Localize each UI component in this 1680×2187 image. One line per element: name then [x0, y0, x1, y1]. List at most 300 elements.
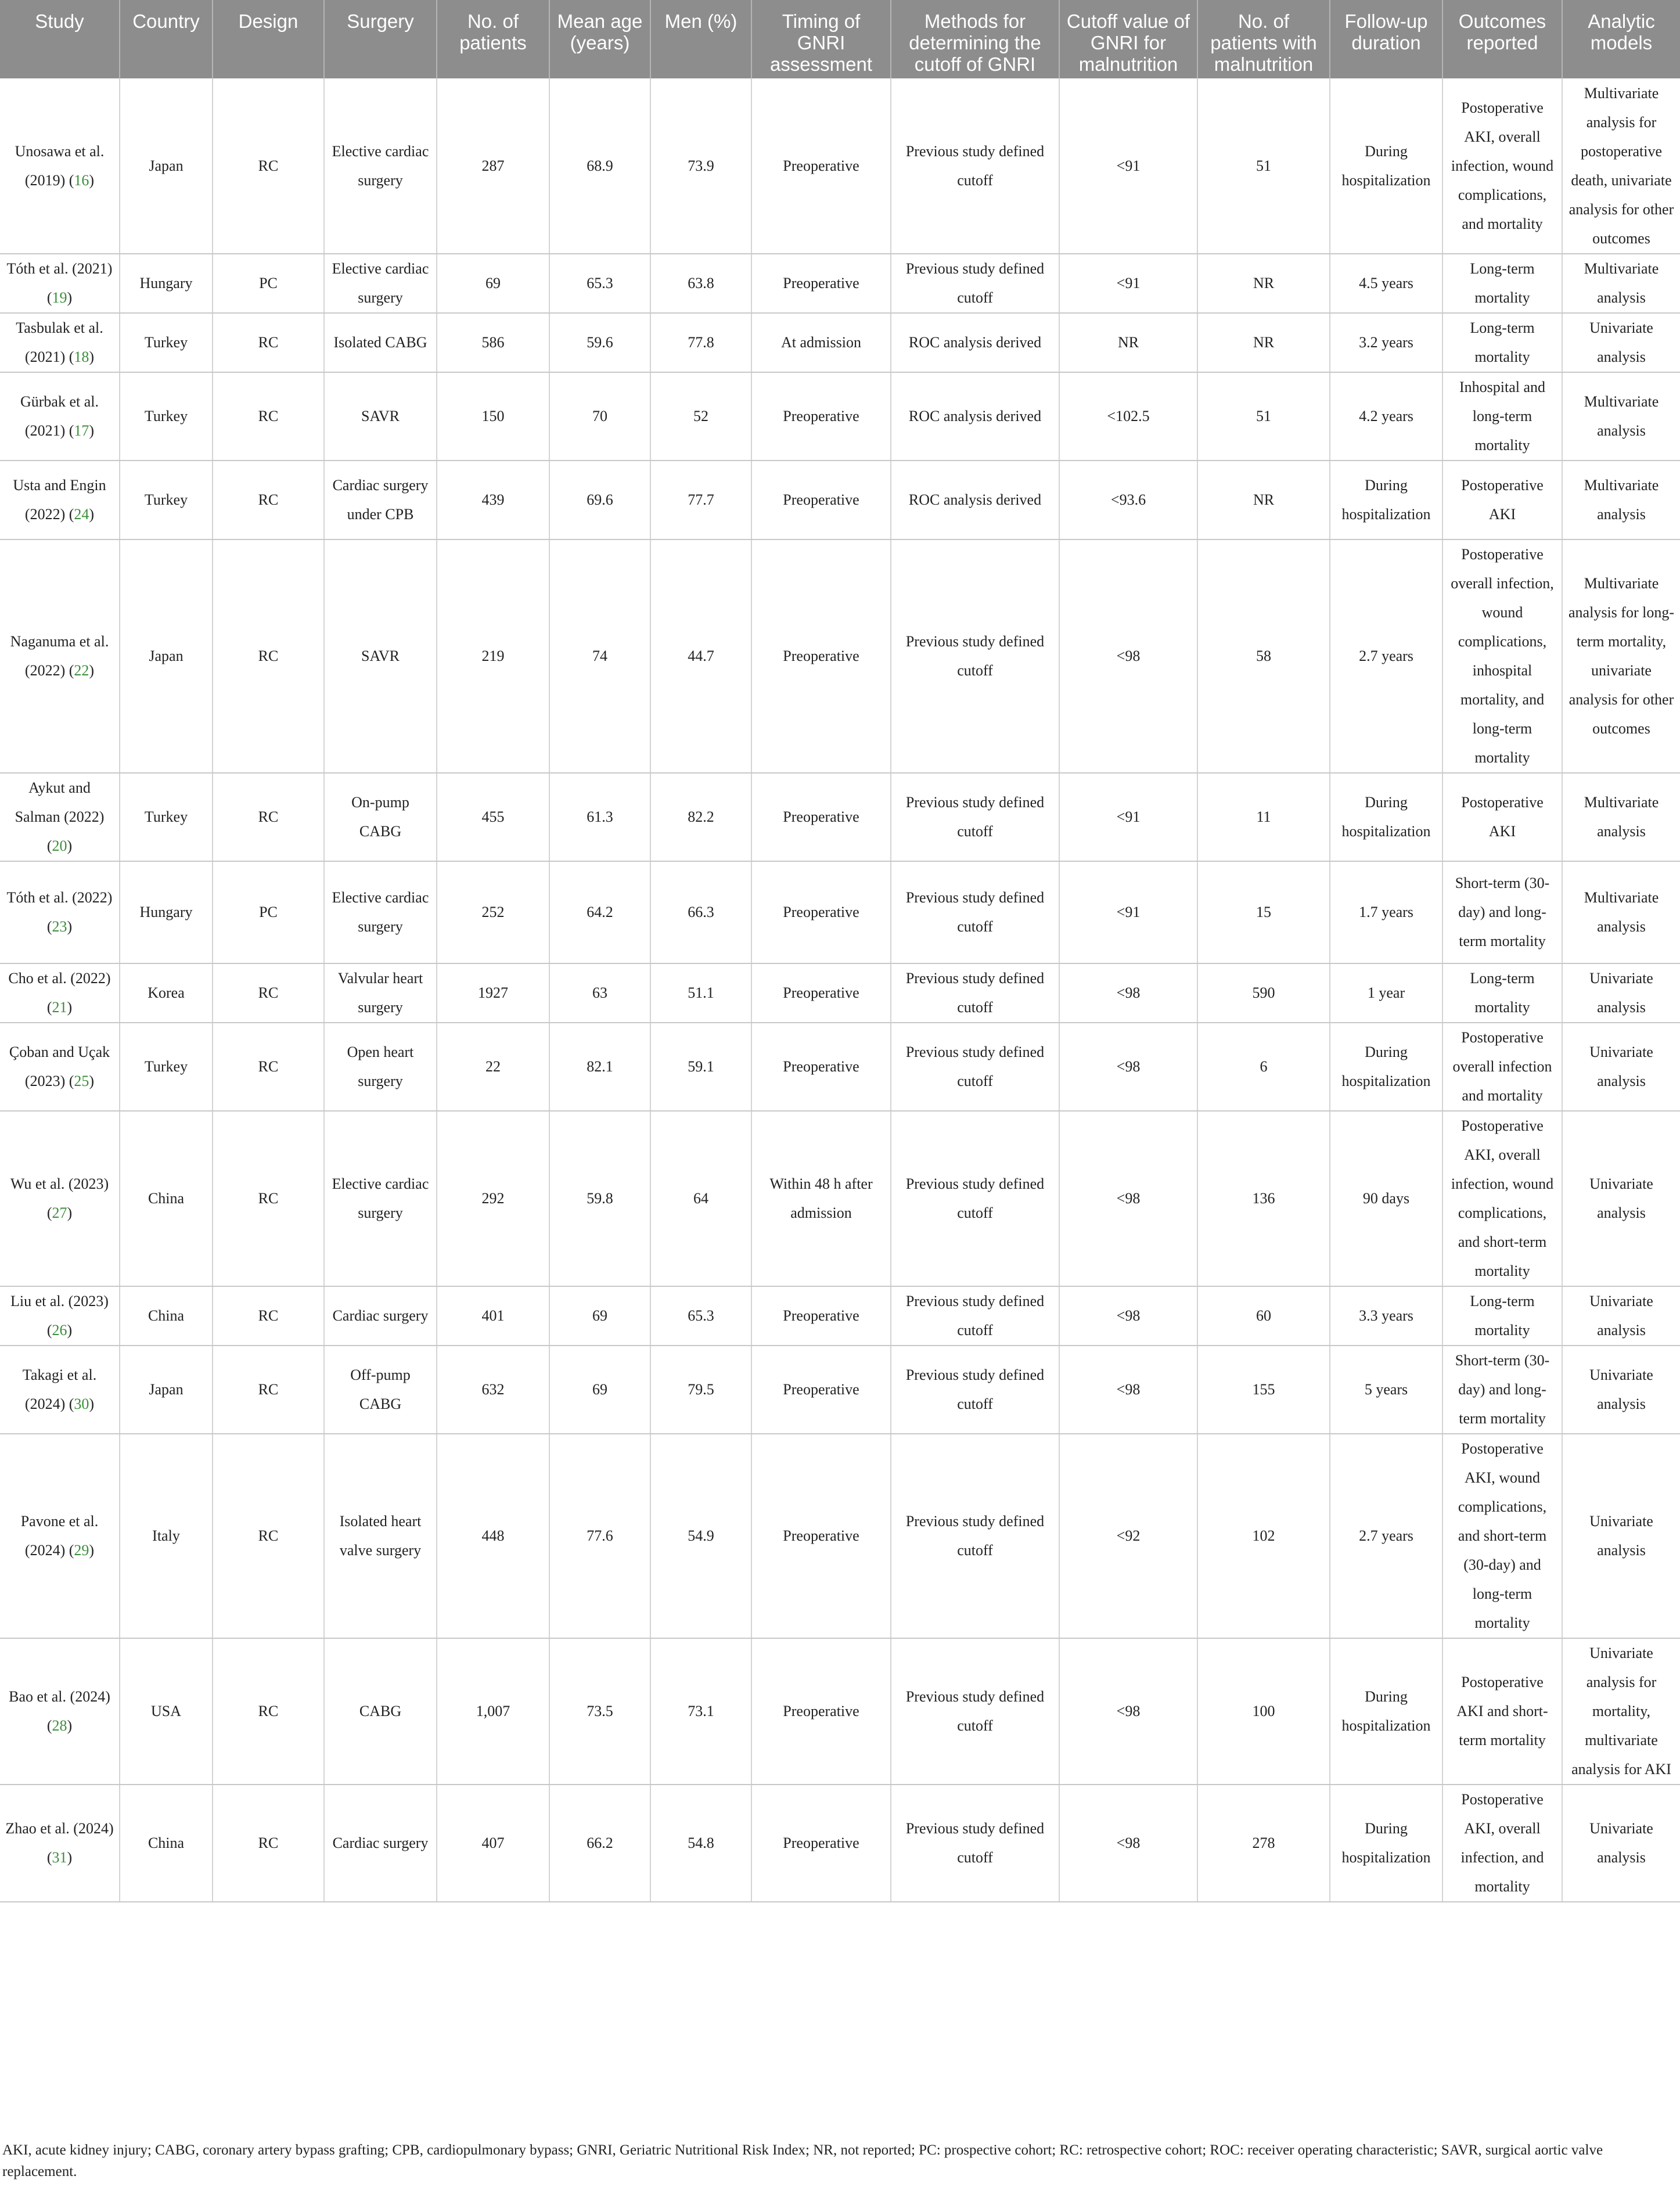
reference-link[interactable]: 27 — [52, 1204, 67, 1221]
men-cell: 51.1 — [650, 963, 751, 1023]
followup-cell: 90 days — [1330, 1111, 1442, 1286]
study-cell — [0, 372, 120, 461]
age-cell: 59.6 — [549, 313, 650, 372]
models-cell: Univariate analysis — [1562, 313, 1680, 372]
table-row — [0, 773, 1680, 861]
study-name: Tasbulak et al. (2021) ( — [16, 319, 103, 365]
header-cell: Mean age (years) — [549, 0, 650, 78]
method-cell: Previous study defined cutoff — [891, 773, 1059, 861]
models-cell: Multivariate analysis — [1562, 461, 1680, 539]
cutoff-cell: <91 — [1059, 254, 1197, 313]
table-row — [0, 254, 1680, 313]
country-cell: Turkey — [120, 372, 213, 461]
study-name-end: ) — [67, 1717, 73, 1734]
country-cell: Japan — [120, 539, 213, 773]
followup-cell: 3.3 years — [1330, 1286, 1442, 1346]
age-cell: 59.8 — [549, 1111, 650, 1286]
outcomes-cell: Long-term mortality — [1442, 963, 1562, 1023]
age-cell: 70 — [549, 372, 650, 461]
header-cell: Country — [120, 0, 213, 78]
study-cell — [0, 1785, 120, 1902]
timing-cell: Preoperative — [751, 1434, 891, 1638]
outcomes-cell: Short-term (30-day) and long-term mortality — [1442, 861, 1562, 963]
followup-cell: During hospitalization — [1330, 461, 1442, 539]
outcomes-cell: Short-term (30-day) and long-term mortality — [1442, 1346, 1562, 1434]
age-cell: 66.2 — [549, 1785, 650, 1902]
design-cell: RC — [213, 1638, 324, 1785]
timing-cell: Preoperative — [751, 861, 891, 963]
surgery-cell: Cardiac surgery — [324, 1785, 437, 1902]
timing-cell: Preoperative — [751, 1346, 891, 1434]
malnutrition-cell: 51 — [1197, 372, 1330, 461]
study-name-end: ) — [89, 1395, 95, 1412]
design-cell: RC — [213, 1346, 324, 1434]
table-row — [0, 1346, 1680, 1434]
outcomes-cell: Long-term mortality — [1442, 254, 1562, 313]
men-cell: 82.2 — [650, 773, 751, 861]
study-name: Unosawa et al. (2019) ( — [15, 142, 105, 189]
age-cell: 63 — [549, 963, 650, 1023]
study-cell — [0, 1111, 120, 1286]
age-cell: 61.3 — [549, 773, 650, 861]
reference-link[interactable]: 26 — [52, 1322, 67, 1339]
study-cell — [0, 313, 120, 372]
malnutrition-cell: 51 — [1197, 78, 1330, 254]
header-cell: Outcomes reported — [1442, 0, 1562, 78]
malnutrition-cell: 102 — [1197, 1434, 1330, 1638]
country-cell: China — [120, 1111, 213, 1286]
age-cell: 73.5 — [549, 1638, 650, 1785]
method-cell: Previous study defined cutoff — [891, 861, 1059, 963]
reference-link[interactable]: 16 — [74, 171, 89, 189]
study-name: Tóth et al. (2021) ( — [6, 260, 113, 306]
followup-cell: During hospitalization — [1330, 78, 1442, 254]
study-cell — [0, 539, 120, 773]
study-name: Wu et al. (2023) ( — [10, 1175, 109, 1221]
outcomes-cell: Postoperative AKI, wound complications, and short-term (30-day) and long-term mortality — [1442, 1434, 1562, 1638]
method-cell: Previous study defined cutoff — [891, 1638, 1059, 1785]
models-cell: Univariate analysis — [1562, 1023, 1680, 1111]
followup-cell: During hospitalization — [1330, 1023, 1442, 1111]
study-name-end: ) — [67, 837, 73, 854]
outcomes-cell: Postoperative AKI — [1442, 461, 1562, 539]
timing-cell: Preoperative — [751, 1286, 891, 1346]
study-cell — [0, 963, 120, 1023]
cutoff-cell: <91 — [1059, 861, 1197, 963]
age-cell: 64.2 — [549, 861, 650, 963]
header-cell: No. of patients with malnutrition — [1197, 0, 1330, 78]
header-cell: Follow-up duration — [1330, 0, 1442, 78]
patients-cell: 586 — [437, 313, 549, 372]
table-row — [0, 372, 1680, 461]
malnutrition-cell: 155 — [1197, 1346, 1330, 1434]
cutoff-cell: <102.5 — [1059, 372, 1197, 461]
patients-cell: 448 — [437, 1434, 549, 1638]
surgery-cell: Elective cardiac surgery — [324, 1111, 437, 1286]
study-name-end: ) — [89, 348, 95, 365]
patients-cell: 439 — [437, 461, 549, 539]
design-cell: PC — [213, 861, 324, 963]
models-cell: Multivariate analysis — [1562, 372, 1680, 461]
age-cell: 68.9 — [549, 78, 650, 254]
design-cell: RC — [213, 78, 324, 254]
study-name: Pavone et al. (2024) ( — [20, 1513, 99, 1559]
timing-cell: Preoperative — [751, 78, 891, 254]
country-cell: Turkey — [120, 1023, 213, 1111]
country-cell: Italy — [120, 1434, 213, 1638]
study-name: Liu et al. (2023) ( — [10, 1293, 109, 1339]
patients-cell: 455 — [437, 773, 549, 861]
study-cell — [0, 861, 120, 963]
followup-cell: During hospitalization — [1330, 1638, 1442, 1785]
surgery-cell: Valvular heart surgery — [324, 963, 437, 1023]
study-name: Cho et al. (2022) ( — [8, 970, 111, 1016]
men-cell: 44.7 — [650, 539, 751, 773]
table-row — [0, 539, 1680, 773]
surgery-cell: Elective cardiac surgery — [324, 254, 437, 313]
outcomes-cell: Postoperative overall infection and mortality — [1442, 1023, 1562, 1111]
cutoff-cell: <98 — [1059, 1346, 1197, 1434]
design-cell: RC — [213, 539, 324, 773]
followup-cell: 2.7 years — [1330, 539, 1442, 773]
patients-cell: 219 — [437, 539, 549, 773]
country-cell: China — [120, 1785, 213, 1902]
men-cell: 73.1 — [650, 1638, 751, 1785]
models-cell: Multivariate analysis for long-term mortality, univariate analysis for other outcomes — [1562, 539, 1680, 773]
malnutrition-cell: 15 — [1197, 861, 1330, 963]
timing-cell: Preoperative — [751, 1638, 891, 1785]
men-cell: 77.8 — [650, 313, 751, 372]
study-name: Usta and Engin (2022) ( — [13, 477, 106, 523]
method-cell: Previous study defined cutoff — [891, 963, 1059, 1023]
table-row — [0, 1286, 1680, 1346]
surgery-cell: SAVR — [324, 539, 437, 773]
surgery-cell: SAVR — [324, 372, 437, 461]
reference-link[interactable]: 25 — [74, 1073, 89, 1089]
study-name: Bao et al. (2024) ( — [9, 1688, 110, 1734]
men-cell: 64 — [650, 1111, 751, 1286]
method-cell: Previous study defined cutoff — [891, 539, 1059, 773]
men-cell: 73.9 — [650, 78, 751, 254]
models-cell: Multivariate analysis — [1562, 861, 1680, 963]
age-cell: 69.6 — [549, 461, 650, 539]
patients-cell: 22 — [437, 1023, 549, 1111]
timing-cell: Preoperative — [751, 1785, 891, 1902]
design-cell: RC — [213, 313, 324, 372]
reference-link[interactable]: 30 — [74, 1395, 89, 1412]
patients-cell: 1927 — [437, 963, 549, 1023]
reference-link[interactable]: 22 — [74, 662, 89, 679]
reference-link[interactable]: 17 — [74, 422, 89, 439]
table-row — [0, 963, 1680, 1023]
malnutrition-cell: 278 — [1197, 1785, 1330, 1902]
reference-link[interactable]: 28 — [52, 1717, 67, 1734]
patients-cell: 407 — [437, 1785, 549, 1902]
surgery-cell: Isolated CABG — [324, 313, 437, 372]
timing-cell: Preoperative — [751, 773, 891, 861]
method-cell: Previous study defined cutoff — [891, 1346, 1059, 1434]
age-cell: 74 — [549, 539, 650, 773]
table-row — [0, 78, 1680, 254]
design-cell: RC — [213, 1785, 324, 1902]
table-row — [0, 861, 1680, 963]
table-footnote: AKI, acute kidney injury; CABG, coronary artery bypass grafting; CPB, cardiopulmonary bypass; GNRI, Geriatric Nutritional Risk Index; NR, not reported; PC: prospective cohort; RC: retrospective cohort; ROC: receiver operating characteristic; SAVR, surgical aortic valve replacement. — [2, 2142, 1603, 2179]
men-cell: 54.9 — [650, 1434, 751, 1638]
men-cell: 52 — [650, 372, 751, 461]
study-cell — [0, 254, 120, 313]
header-cell: Surgery — [324, 0, 437, 78]
men-cell: 79.5 — [650, 1346, 751, 1434]
followup-cell: During hospitalization — [1330, 773, 1442, 861]
men-cell: 77.7 — [650, 461, 751, 539]
outcomes-cell: Postoperative AKI and short-term mortality — [1442, 1638, 1562, 1785]
models-cell: Multivariate analysis — [1562, 254, 1680, 313]
study-name-end: ) — [89, 422, 95, 439]
patients-cell: 1,007 — [437, 1638, 549, 1785]
outcomes-cell: Postoperative AKI, overall infection, and mortality — [1442, 1785, 1562, 1902]
study-cell — [0, 1434, 120, 1638]
reference-link[interactable]: 20 — [52, 837, 67, 854]
age-cell: 77.6 — [549, 1434, 650, 1638]
timing-cell: Within 48 h after admission — [751, 1111, 891, 1286]
header-cell: Men (%) — [650, 0, 751, 78]
outcomes-cell: Long-term mortality — [1442, 1286, 1562, 1346]
header-cell: Study — [0, 0, 120, 78]
reference-link[interactable]: 29 — [74, 1542, 89, 1559]
study-name-end: ) — [89, 662, 95, 679]
timing-cell: Preoperative — [751, 539, 891, 773]
reference-link[interactable]: 24 — [74, 506, 89, 523]
study-name-end: ) — [67, 289, 73, 306]
age-cell: 69 — [549, 1346, 650, 1434]
country-cell: China — [120, 1286, 213, 1346]
country-cell: Korea — [120, 963, 213, 1023]
design-cell: PC — [213, 254, 324, 313]
cutoff-cell: <98 — [1059, 1111, 1197, 1286]
table-row — [0, 1434, 1680, 1638]
outcomes-cell: Postoperative AKI, overall infection, wound complications, and short-term mortality — [1442, 1111, 1562, 1286]
table-row — [0, 1638, 1680, 1785]
header-cell: Design — [213, 0, 324, 78]
outcomes-cell: Postoperative overall infection, wound complications, inhospital mortality, and long-term mortality — [1442, 539, 1562, 773]
surgery-cell: Off-pump CABG — [324, 1346, 437, 1434]
design-cell: RC — [213, 1286, 324, 1346]
surgery-cell: Isolated heart valve surgery — [324, 1434, 437, 1638]
study-name-end: ) — [67, 1849, 73, 1866]
design-cell: RC — [213, 1111, 324, 1286]
models-cell: Multivariate analysis — [1562, 773, 1680, 861]
patients-cell: 401 — [437, 1286, 549, 1346]
cutoff-cell: <98 — [1059, 1286, 1197, 1346]
malnutrition-cell: NR — [1197, 461, 1330, 539]
study-name-end: ) — [89, 1073, 95, 1089]
study-name-end: ) — [89, 1542, 95, 1559]
design-cell: RC — [213, 1434, 324, 1638]
men-cell: 54.8 — [650, 1785, 751, 1902]
reference-link[interactable]: 31 — [52, 1849, 67, 1866]
timing-cell: Preoperative — [751, 254, 891, 313]
malnutrition-cell: 136 — [1197, 1111, 1330, 1286]
models-cell: Univariate analysis — [1562, 963, 1680, 1023]
country-cell: Turkey — [120, 461, 213, 539]
design-cell: RC — [213, 963, 324, 1023]
age-cell: 65.3 — [549, 254, 650, 313]
method-cell: Previous study defined cutoff — [891, 1023, 1059, 1111]
cutoff-cell: NR — [1059, 313, 1197, 372]
design-cell: RC — [213, 372, 324, 461]
reference-link[interactable]: 21 — [52, 999, 67, 1016]
followup-cell: 2.7 years — [1330, 1434, 1442, 1638]
malnutrition-cell: 6 — [1197, 1023, 1330, 1111]
malnutrition-cell: 100 — [1197, 1638, 1330, 1785]
malnutrition-cell: 590 — [1197, 963, 1330, 1023]
header-cell: Timing of GNRI assessment — [751, 0, 891, 78]
surgery-cell: Cardiac surgery under CPB — [324, 461, 437, 539]
malnutrition-cell: 60 — [1197, 1286, 1330, 1346]
men-cell: 65.3 — [650, 1286, 751, 1346]
study-cell — [0, 773, 120, 861]
header-cell: Analytic models — [1562, 0, 1680, 78]
study-name: Gürbak et al. (2021) ( — [20, 393, 99, 439]
study-name: Çoban and Uçak (2023) ( — [9, 1044, 110, 1089]
method-cell: Previous study defined cutoff — [891, 1434, 1059, 1638]
header-cell: No. of patients — [437, 0, 549, 78]
study-name: Tóth et al. (2022) ( — [6, 889, 113, 935]
patients-cell: 287 — [437, 78, 549, 254]
design-cell: RC — [213, 461, 324, 539]
malnutrition-cell: NR — [1197, 254, 1330, 313]
country-cell: Turkey — [120, 313, 213, 372]
patients-cell: 632 — [437, 1346, 549, 1434]
cutoff-cell: <92 — [1059, 1434, 1197, 1638]
country-cell: USA — [120, 1638, 213, 1785]
study-name-end: ) — [89, 506, 95, 523]
method-cell: ROC analysis derived — [891, 461, 1059, 539]
table-row — [0, 313, 1680, 372]
timing-cell: At admission — [751, 313, 891, 372]
study-name: Naganuma et al. (2022) ( — [10, 633, 109, 679]
study-cell — [0, 461, 120, 539]
cutoff-cell: <91 — [1059, 78, 1197, 254]
followup-cell: 4.5 years — [1330, 254, 1442, 313]
surgery-cell: CABG — [324, 1638, 437, 1785]
outcomes-cell: Long-term mortality — [1442, 313, 1562, 372]
study-cell — [0, 78, 120, 254]
country-cell: Japan — [120, 1346, 213, 1434]
outcomes-cell: Postoperative AKI, overall infection, wound complications, and mortality — [1442, 78, 1562, 254]
followup-cell: 1.7 years — [1330, 861, 1442, 963]
timing-cell: Preoperative — [751, 372, 891, 461]
patients-cell: 69 — [437, 254, 549, 313]
cutoff-cell: <91 — [1059, 773, 1197, 861]
men-cell: 66.3 — [650, 861, 751, 963]
header-cell: Cutoff value of GNRI for malnutrition — [1059, 0, 1197, 78]
models-cell: Univariate analysis — [1562, 1111, 1680, 1286]
cutoff-cell: <98 — [1059, 963, 1197, 1023]
outcomes-cell: Postoperative AKI — [1442, 773, 1562, 861]
design-cell: RC — [213, 773, 324, 861]
study-name: Aykut and Salman (2022) ( — [15, 779, 105, 854]
study-name: Zhao et al. (2024) ( — [5, 1820, 114, 1866]
table-row — [0, 1111, 1680, 1286]
reference-link[interactable]: 18 — [74, 348, 89, 365]
cutoff-cell: <98 — [1059, 539, 1197, 773]
patients-cell: 292 — [437, 1111, 549, 1286]
reference-link[interactable]: 23 — [52, 918, 67, 935]
table-row — [0, 1023, 1680, 1111]
malnutrition-cell: NR — [1197, 313, 1330, 372]
method-cell: Previous study defined cutoff — [891, 1286, 1059, 1346]
patients-cell: 150 — [437, 372, 549, 461]
table-row — [0, 1785, 1680, 1902]
study-cell — [0, 1023, 120, 1111]
study-cell — [0, 1346, 120, 1434]
surgery-cell: Elective cardiac surgery — [324, 78, 437, 254]
outcomes-cell: Inhospital and long-term mortality — [1442, 372, 1562, 461]
malnutrition-cell: 58 — [1197, 539, 1330, 773]
country-cell: Japan — [120, 78, 213, 254]
surgery-cell: Elective cardiac surgery — [324, 861, 437, 963]
table-body — [0, 78, 1680, 1902]
method-cell: Previous study defined cutoff — [891, 1111, 1059, 1286]
cutoff-cell: <98 — [1059, 1023, 1197, 1111]
timing-cell: Preoperative — [751, 1023, 891, 1111]
study-name-end: ) — [67, 918, 73, 935]
patients-cell: 252 — [437, 861, 549, 963]
method-cell: Previous study defined cutoff — [891, 78, 1059, 254]
models-cell: Univariate analysis for mortality, multivariate analysis for AKI — [1562, 1638, 1680, 1785]
design-cell: RC — [213, 1023, 324, 1111]
cutoff-cell: <98 — [1059, 1785, 1197, 1902]
method-cell: ROC analysis derived — [891, 372, 1059, 461]
followup-cell: 5 years — [1330, 1346, 1442, 1434]
study-name-end: ) — [67, 999, 73, 1016]
timing-cell: Preoperative — [751, 963, 891, 1023]
study-cell — [0, 1638, 120, 1785]
malnutrition-cell: 11 — [1197, 773, 1330, 861]
age-cell: 69 — [549, 1286, 650, 1346]
country-cell: Turkey — [120, 773, 213, 861]
study-name-end: ) — [67, 1322, 73, 1339]
models-cell: Univariate analysis — [1562, 1434, 1680, 1638]
reference-link[interactable]: 19 — [52, 289, 67, 306]
followup-cell: 3.2 years — [1330, 313, 1442, 372]
surgery-cell: On-pump CABG — [324, 773, 437, 861]
followup-cell: During hospitalization — [1330, 1785, 1442, 1902]
cutoff-cell: <93.6 — [1059, 461, 1197, 539]
study-cell — [0, 1286, 120, 1346]
study-name-end: ) — [89, 171, 95, 189]
models-cell: Multivariate analysis for postoperative death, univariate analysis for other outcomes — [1562, 78, 1680, 254]
country-cell: Hungary — [120, 254, 213, 313]
cutoff-cell: <98 — [1059, 1638, 1197, 1785]
men-cell: 59.1 — [650, 1023, 751, 1111]
method-cell: ROC analysis derived — [891, 313, 1059, 372]
men-cell: 63.8 — [650, 254, 751, 313]
table-row — [0, 461, 1680, 539]
surgery-cell: Cardiac surgery — [324, 1286, 437, 1346]
age-cell: 82.1 — [549, 1023, 650, 1111]
followup-cell: 4.2 years — [1330, 372, 1442, 461]
study-name-end: ) — [67, 1204, 73, 1221]
models-cell: Univariate analysis — [1562, 1346, 1680, 1434]
header-cell: Methods for determining the cutoff of GNRI — [891, 0, 1059, 78]
models-cell: Univariate analysis — [1562, 1286, 1680, 1346]
method-cell: Previous study defined cutoff — [891, 1785, 1059, 1902]
country-cell: Hungary — [120, 861, 213, 963]
header-row — [0, 0, 1680, 78]
followup-cell: 1 year — [1330, 963, 1442, 1023]
